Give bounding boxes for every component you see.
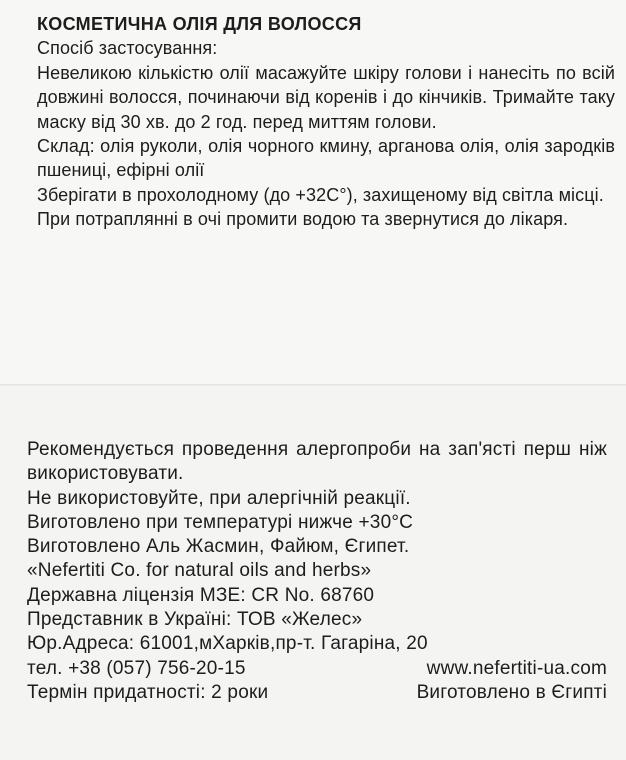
shelf-life-row: [27, 681, 607, 705]
label-bottom-panel: [0, 386, 626, 760]
representative: Представник в Україні: ТОВ «Желес»: [27, 609, 363, 631]
allergy-warning: Не використовуйте, при алергічній реакції.: [27, 487, 411, 509]
phone: тел. +38 (057) 756-20-15: [27, 657, 246, 679]
manufacturer: Виготовлено Аль Жасмин, Файюм, Єгипет.: [27, 536, 410, 558]
bottom-text-block: [27, 438, 607, 705]
allergy-recommendation: Рекомендується проведення алергопроби на зап'ясті перш ніж використовувати.: [27, 439, 607, 485]
shelf-life: Термін придатності: 2 роки: [27, 681, 269, 703]
warning-text: При потраплянні в очі промити водою та звернутися до лікаря.: [37, 209, 569, 230]
usage-text: Невеликою кількістю олії масажуйте шкіру голови і нанесіть по всій довжині волосся, починаючи від коренів і до кінчиків. Тримайте таку маску від 30 хв. до 2 год. перед миттям голови.: [37, 62, 615, 132]
address: Юр.Адреса: 61001,мХарків,пр-т. Гагаріна, 20: [27, 633, 428, 655]
production-temperature: Виготовлено при температурі нижче +30°С: [27, 511, 414, 533]
contact-row: [27, 657, 607, 681]
usage-heading: Спосіб застосування:: [37, 38, 218, 59]
company-name: «Nefertiti Co. for natural oils and herbs»: [27, 560, 372, 582]
made-in: Виготовлено в Єгипті: [416, 681, 607, 703]
top-text-block: [37, 12, 615, 232]
website: www.nefertiti-ua.com: [426, 657, 607, 679]
license: Державна ліцензія МЗЕ: CR No. 68760: [27, 584, 375, 606]
product-title: КОСМЕТИЧНА ОЛІЯ ДЛЯ ВОЛОССЯ: [37, 14, 362, 34]
composition-text: Склад: олія руколи, олія чорного кмину, арганова олія, олія зародків пшениці, ефірні олії: [37, 136, 615, 181]
storage-text: Зберігати в прохолодному (до +32С°), захищеному від світла місці.: [37, 184, 604, 205]
